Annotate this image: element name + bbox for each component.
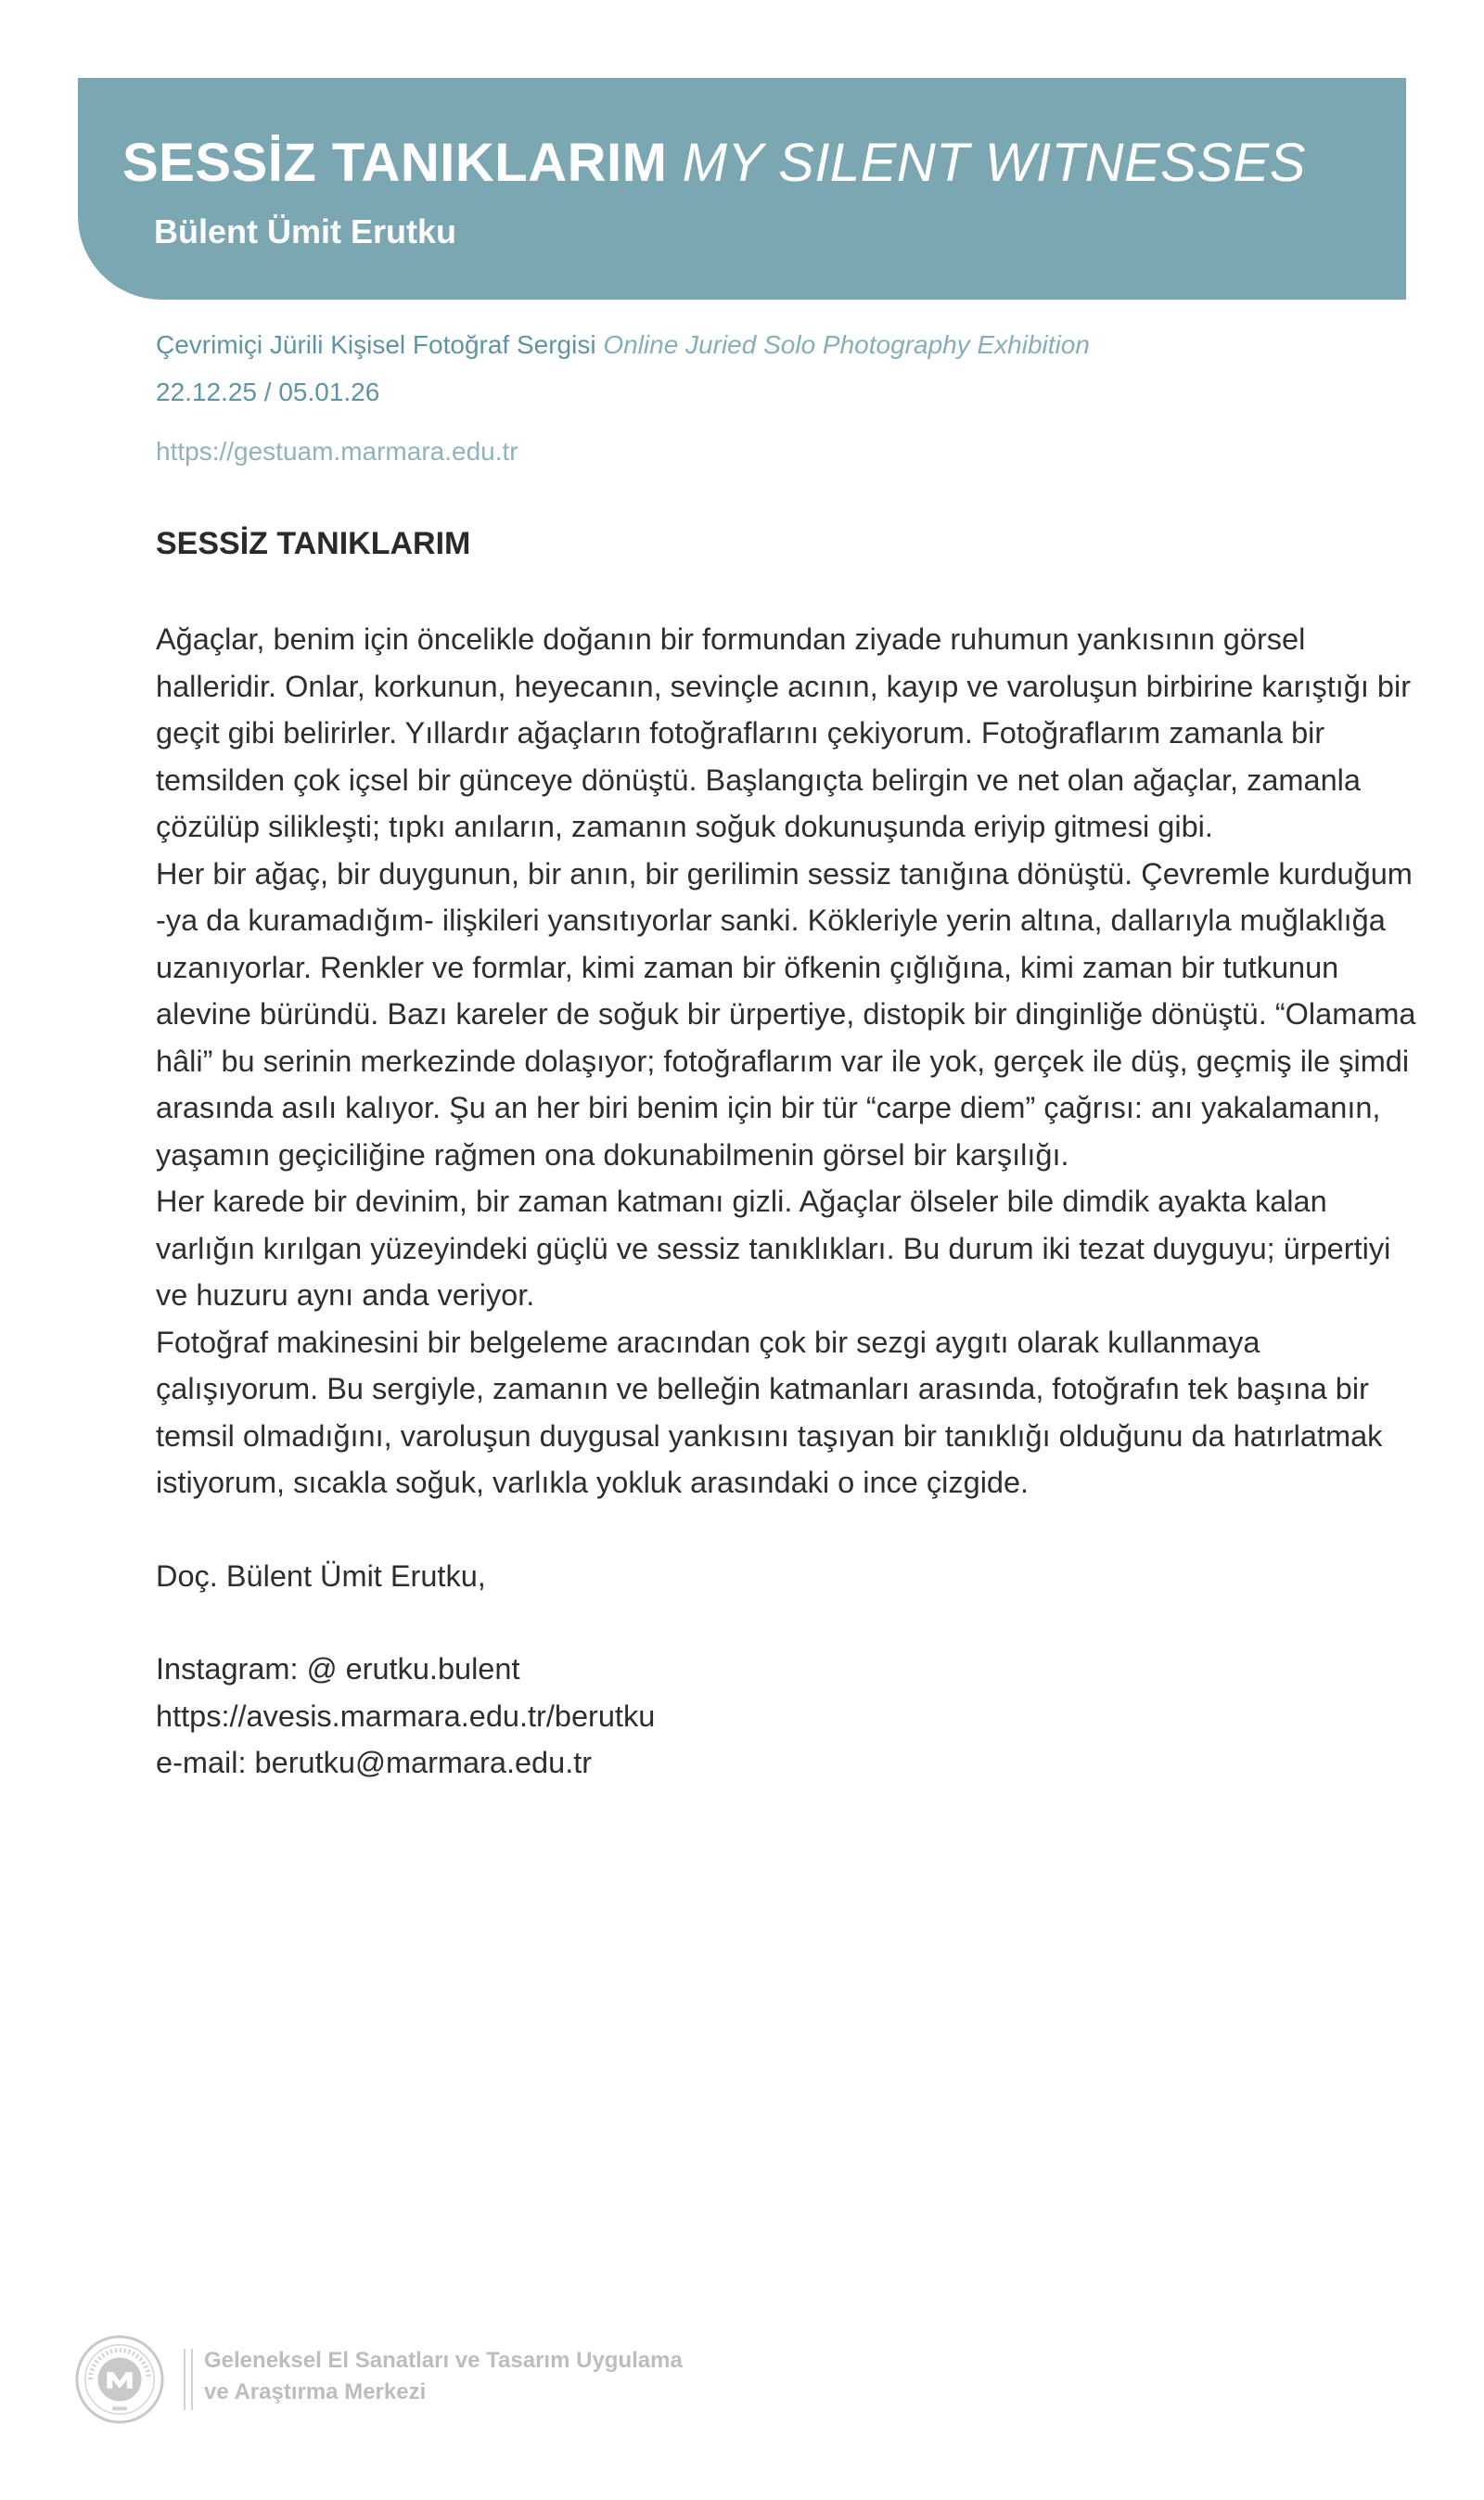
exhibition-type-turkish: Çevrimiçi Jürili Kişisel Fotoğraf Sergisi bbox=[156, 330, 596, 359]
contact-list bbox=[156, 1646, 1417, 1787]
contact-website[interactable]: https://avesis.marmara.edu.tr/berutku bbox=[156, 1699, 656, 1733]
exhibition-dates: 22.12.25 / 05.01.26 bbox=[156, 378, 380, 406]
footer bbox=[74, 2328, 779, 2430]
signature: Doç. Bülent Ümit Erutku, bbox=[156, 1558, 486, 1593]
institution-name bbox=[204, 2345, 683, 2408]
exhibition-type bbox=[156, 327, 1090, 364]
title-turkish: SESSİZ TANIKLARIM bbox=[122, 133, 668, 193]
institution-name-line: Geleneksel El Sanatları ve Tasarım Uygulama bbox=[204, 2348, 683, 2373]
statement-body bbox=[156, 518, 1417, 1787]
statement-paragraph: Ağaçlar, benim için öncelikle doğanın bir formundan ziyade ruhumun yankısının görsel halleridir. Onlar, korkunun, heyecanın, sevinçle acının, kayıp ve varoluşun birbirine karıştığı bir geçit gibi belirirler. Yıllardır ağaçların fotoğraflarını çekiyorum. Fotoğraflarım zamanla bir temsilden çok içsel bir günceye dönüştü. Başlangıçta belirgin ve net olan ağaçlar, zamanla çözülüp silikleşti; tıpkı anıların, zamanın soğuk dokunuşunda eriyip gitmesi gibi. bbox=[156, 622, 1412, 843]
statement-paragraph: Her karede bir devinim, bir zaman katmanı gizli. Ağaçlar ölseler bile dimdik ayakta kalan varlığın kırılgan yüzeyindeki güçlü ve sessiz tanıklıkları. Bu durum iki tezat duyguyu; ürpertiyi ve huzuru aynı anda veriyor. bbox=[156, 1185, 1391, 1312]
institution-name-line: ve Araştırma Merkezi bbox=[204, 2379, 427, 2404]
statement-paragraph: Her bir ağaç, bir duygunun, bir anın, bir gerilimin sessiz tanığına dönüştü. Çevremle kurduğum -ya da kuramadığım- ilişkileri yansıtıyorlar sanki. Kökleriyle yerin altına, dallarıyla muğlaklığa uzanıyorlar. Renkler ve formlar, kimi zaman bir öfkenin çığlığına, kimi zaman bir tutkunun alevine büründü. Bazı kareler de soğuk bir ürpertiye, distopik bir dinginliğe dönüştü. “Olamama hâli” bu serinin merkezinde dolaşıyor; fotoğraflarım var ile yok, gerçek ile düş, geçmiş ile şimdi arasında asılı kalıyor. Şu an her biri benim için bir tür “carpe diem” çağrısı: anı yakalamanın, yaşamın geçiciliğine rağmen ona dokunabilmenin görsel bir karşılığı. bbox=[156, 856, 1416, 1172]
statement-paragraph: Fotoğraf makinesini bir belgeleme aracından çok bir sezgi aygıtı olarak kullanmaya çalışıyorum. Bu sergiyle, zamanın ve belleğin katmanları arasında, fotoğrafın tek başına bir temsil olmadığını, varoluşun duygusal yankısını taşıyan bir tanıklığı olduğunu da hatırlatmak istiyorum, sıcakla soğuk, varlıkla yokluk arasındaki o ince çizgide. bbox=[156, 1325, 1383, 1499]
contact-email[interactable]: e-mail: berutku@marmara.edu.tr bbox=[156, 1746, 593, 1779]
footer-divider bbox=[184, 2349, 193, 2410]
title-english: MY SILENT WITNESSES bbox=[682, 133, 1306, 193]
statement-title: SESSİZ TANIKLARIM bbox=[156, 526, 471, 561]
exhibition-title bbox=[122, 130, 1306, 197]
university-seal-icon bbox=[74, 2334, 165, 2425]
contact-instagram[interactable]: Instagram: @ erutku.bulent bbox=[156, 1652, 520, 1686]
exhibition-type-english: Online Juried Solo Photography Exhibition bbox=[603, 330, 1090, 359]
artist-name: Bülent Ümit Erutku bbox=[154, 212, 457, 250]
exhibition-url[interactable]: https://gestuam.marmara.edu.tr bbox=[156, 437, 518, 466]
